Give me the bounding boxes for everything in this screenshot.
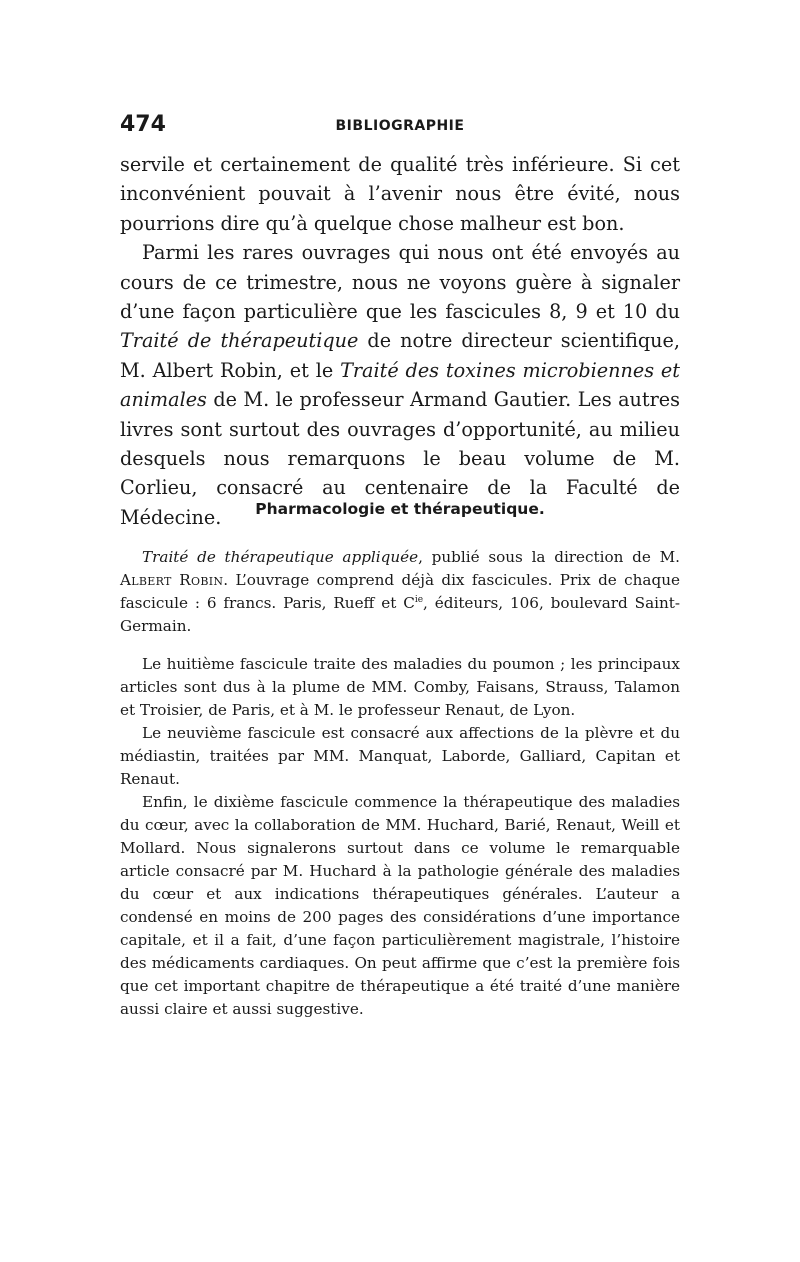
paragraph-2 bbox=[120, 238, 680, 532]
paragraph-2-text-c: de M. le professeur Armand Gautier. Les autres livres sont surtout des ouvrages d’opportunité, au milieu desquels nous remarquons le beau volume de M. Corlieu, consacré au centenaire de la Faculté de Médecine. bbox=[120, 388, 680, 529]
review-author: Albert Robin bbox=[120, 571, 224, 589]
running-title: BIBLIOGRAPHIE bbox=[335, 118, 465, 134]
section-title: Pharmacologie et thérapeutique. bbox=[255, 500, 545, 518]
review-eighth-fascicle: Le huitième fascicule traite des maladies du poumon ; les principaux articles sont dus à la plume de MM. Comby, Faisans, Strauss, Talamon et Troisier, de Paris, et à M. le professeur Renaut, de Lyon. bbox=[120, 655, 680, 719]
book-title-traite-therapeutique: Traité de thérapeutique bbox=[120, 329, 359, 353]
review-section bbox=[120, 546, 680, 1021]
body-text bbox=[120, 150, 680, 532]
company-superscript: ie bbox=[414, 594, 424, 605]
book-title-traite-toxines: Traité des toxines microbiennes et animales bbox=[120, 358, 680, 412]
paragraph-2-text-a: Parmi les rares ouvrages qui nous ont été envoyés au cours de ce trimestre, nous ne voyons guère à signaler d’une façon particulière que les fascicules 8, 9 et 10 du bbox=[120, 241, 680, 324]
review-ninth-fascicle: Le neuvième fascicule est consacré aux affections de la plèvre et du médiastin, traitées par MM. Manquat, Laborde, Galliard, Capitan et Renaut. bbox=[120, 724, 680, 788]
paragraph-1: servile et certainement de qualité très inférieure. Si cet inconvénient pouvait à l’avenir nous être évité, nous pourrions dire qu’à quelque chose malheur est bon. bbox=[120, 153, 680, 235]
review-intro bbox=[120, 546, 680, 638]
page-number: 474 bbox=[120, 112, 166, 137]
paragraph-2-text-b: de notre directeur scientifique, M. Albert Robin, et le bbox=[120, 329, 680, 382]
review-intro-text-b: . L’ouvrage comprend déjà dix fascicules. Prix de chaque fascicule : 6 francs. Paris, Rueff et C bbox=[120, 571, 680, 612]
page-header bbox=[120, 112, 680, 142]
review-book-title: Traité de thérapeutique appliquée bbox=[142, 548, 419, 566]
review-intro-text-a: , publié sous la direction de M. bbox=[418, 548, 680, 566]
review-tenth-fascicle: Enfin, le dixième fascicule commence la thérapeutique des maladies du cœur, avec la collaboration de MM. Huchard, Barié, Renaut, Weill et Mollard. Nous signalerons surtout dans ce volume le remarquable article consacré par M. Huchard à la pathologie générale des maladies du cœur et aux indications thérapeutiques générales. L’auteur a condensé en moins de 200 pages des considérations d’une importance capitale, et il a fait, d’une façon particulièrement magistrale, l’histoire des médicaments cardiaques. On peut affirme que c’est la première fois que cet important chapitre de thérapeutique a été traité d’une manière aussi claire et aussi suggestive. bbox=[120, 793, 680, 1018]
review-intro-text-c: , éditeurs, 106, boulevard Saint-Germain. bbox=[120, 594, 680, 635]
